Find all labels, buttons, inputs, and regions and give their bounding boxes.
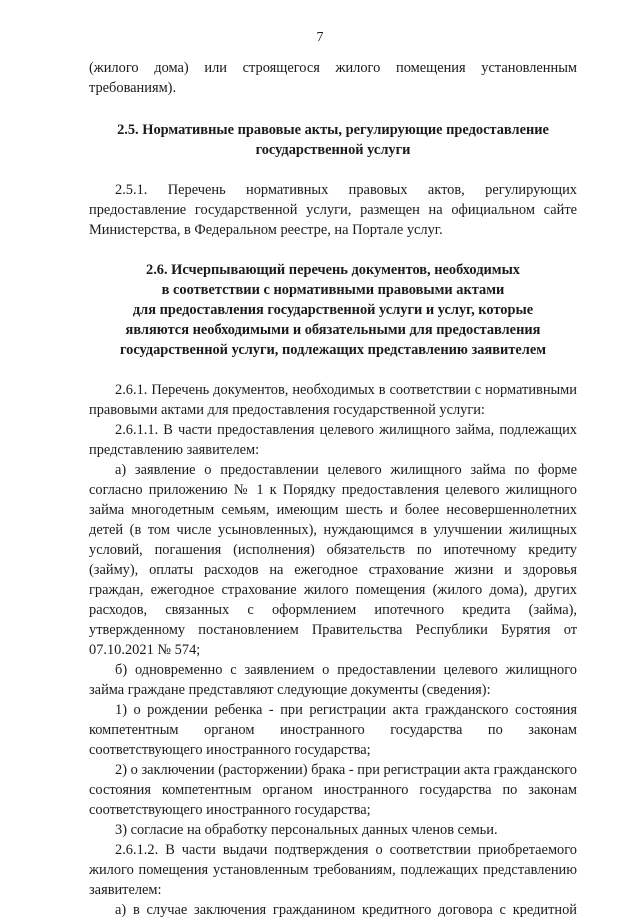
paragraph-item-b-1: 1) о рождении ребенка - при регистрации акта гражданского состояния компетентным органом иностранного государства по законам соответствующего иностранного государства;: [89, 702, 577, 758]
heading-line: являются необходимыми и обязательными для предоставления: [125, 322, 541, 338]
document-body: [89, 58, 577, 920]
heading-line: для предоставления государственной услуги и услуг, которые: [132, 302, 534, 318]
heading-line: в соответствии с нормативными правовыми актами: [161, 282, 505, 298]
section-heading-2-5: 2.5. Нормативные правовые акты, регулирующие предоставление государственной услуги: [117, 122, 549, 158]
page-number: 7: [316, 30, 324, 45]
heading-line: 2.6. Исчерпывающий перечень документов, необходимых: [146, 262, 520, 278]
paragraph-item-b-2: 2) о заключении (расторжении) брака - при регистрации акта гражданского состояния компетентным органом иностранного государства по законам соответствующего иностранного государства;: [89, 762, 577, 818]
paragraph-item-b-3: 3) согласие на обработку персональных данных членов семьи.: [115, 822, 498, 838]
paragraph-2-6-1-2: 2.6.1.2. В части выдачи подтверждения о соответствии приобретаемого жилого помещения установленным требованиям, подлежащих представлению заявителем:: [89, 842, 577, 898]
paragraph-item-a-2: а) в случае заключения гражданином кредитного договора с кредитной: [115, 902, 577, 918]
paragraph-2-6-1-1: 2.6.1.1. В части предоставления целевого жилищного займа, подлежащих представлению заявителем:: [89, 422, 577, 458]
paragraph-continuation: (жилого дома) или строящегося жилого помещения установленным требованиям).: [89, 60, 577, 96]
paragraph-item-b: б) одновременно с заявлением о предоставлении целевого жилищного займа граждане представляют следующие документы (сведения):: [89, 662, 577, 698]
heading-line: государственной услуги, подлежащих представлению заявителем: [119, 342, 547, 358]
paragraph-item-a: а) заявление о предоставлении целевого жилищного займа по форме согласно приложению № 1 к Порядку предоставления целевого жилищного займа многодетным семьям, имеющим шесть и более несовершеннолетних детей (в том числе усыновленных), нуждающимся в улучшении жилищных условий, погашения (исполнения) обязательств по ипотечному кредиту (займу), оплаты расходов на ежегодное страхование жизни и здоровья граждан, ежегодное страхование жилого помещения (жилого дома), других расходов, связанных с оформлением ипотечного кредита (займа), утвержденному постановлением Правительства Республики Бурятия от 07.10.2021 № 574;: [89, 462, 577, 658]
paragraph-2-5-1: 2.5.1. Перечень нормативных правовых актов, регулирующих предоставление государственной услуги, размещен на официальном сайте Министерства, в Федеральном реестре, на Портале услуг.: [89, 182, 577, 238]
section-heading-2-6: [89, 260, 577, 360]
paragraph-2-6-1: 2.6.1. Перечень документов, необходимых в соответствии с нормативными правовыми актами для предоставления государственной услуги:: [89, 382, 577, 418]
